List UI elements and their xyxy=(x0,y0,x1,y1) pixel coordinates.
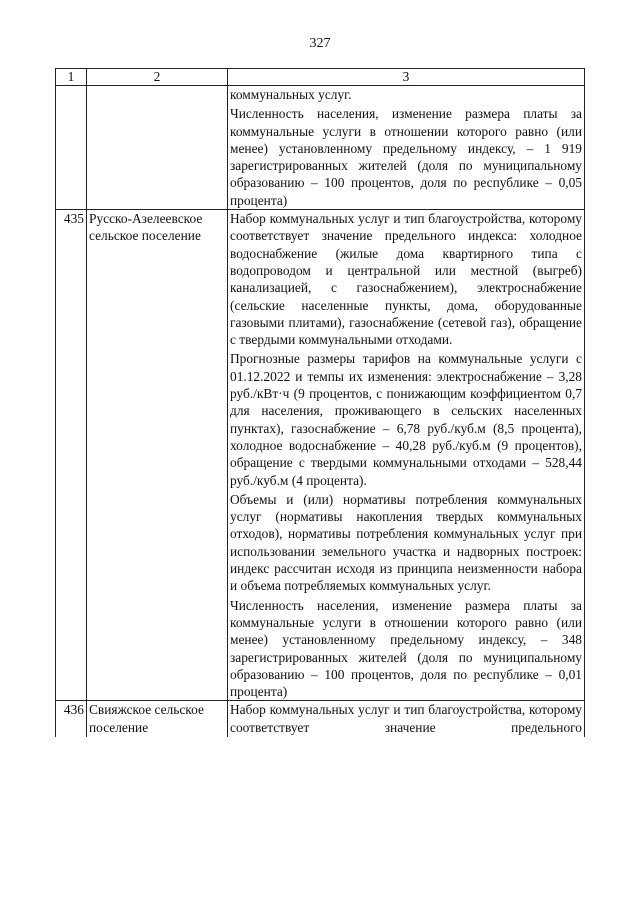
row-number xyxy=(56,86,87,210)
table-header-row xyxy=(56,69,585,86)
column-header-2: 2 xyxy=(87,69,228,86)
paragraph: Численность населения, изменение размера платы за коммунальные услуги в отношении которого равно (или менее) установленному предельному индексу, – 348 зарегистрированных жителей (доля по муниципальному образованию – 100 процентов, доля по республике – 0,01 процента) xyxy=(230,597,582,700)
row-description xyxy=(228,210,585,701)
paragraph: Прогнозные размеры тарифов на коммунальные услуги с 01.12.2022 и темпы их изменения: электроснабжение – 3,28 руб./кВт·ч (9 процентов, с понижающим коэффициентом 0,7 для населения, проживающего в сельских населенных пунктах), газоснабжение – 6,78 руб./куб.м (8,5 процента), холодное водоснабжение – 40,28 руб./куб.м (9 процентов), обращение с твердыми коммунальными отходами – 528,44 руб./куб.м (4 процента). xyxy=(230,351,582,488)
column-header-1: 1 xyxy=(56,69,87,86)
settlement-name: Свияжское сельское поселение xyxy=(87,701,228,738)
column-header-3: 3 xyxy=(228,69,585,86)
settlement-name xyxy=(87,86,228,210)
paragraph: Объемы и (или) нормативы потребления коммунальных услуг (нормативы накопления твердых коммунальных отходов), нормативы потребления коммунальных услуг при использовании земельного участка и надворных построек: индекс рассчитан исходя из принципа неизменности набора и объема потребляемых коммунальных услуг. xyxy=(230,491,582,594)
page-number: 327 xyxy=(309,36,331,51)
paragraph: Набор коммунальных услуг и тип благоустройства, которому соответствует значение предельного xyxy=(230,702,582,735)
tariff-table xyxy=(55,68,585,737)
row-number: 436 xyxy=(56,701,87,738)
paragraph: коммунальных услуг. xyxy=(230,87,352,102)
table-row-continued xyxy=(56,86,585,210)
row-description xyxy=(228,86,585,210)
row-number: 435 xyxy=(56,210,87,701)
settlement-name: Русско-Азелеевское сельское поселение xyxy=(87,210,228,701)
paragraph: Численность населения, изменение размера платы за коммунальные услуги в отношении которого равно (или менее) установленному предельному индексу, – 1 919 зарегистрированных жителей (доля по муниципальному образованию – 100 процентов, доля по республике – 0,05 процента) xyxy=(230,106,582,208)
paragraph: Набор коммунальных услуг и тип благоустройства, которому соответствует значение предельного индекса: холодное водоснабжение (жилые дома квартирного типа с водопроводом и центральной или местной (выгреб) канализацией, с газоснабжением), электроснабжение (сельские населенные пункты, дома, оборудованные газовыми плитами), газоснабжение (сетевой газ), обращение с твердыми коммунальными отходами. xyxy=(230,211,582,348)
row-description xyxy=(228,701,585,738)
table-row-436 xyxy=(56,701,585,738)
table-row-435 xyxy=(56,210,585,701)
